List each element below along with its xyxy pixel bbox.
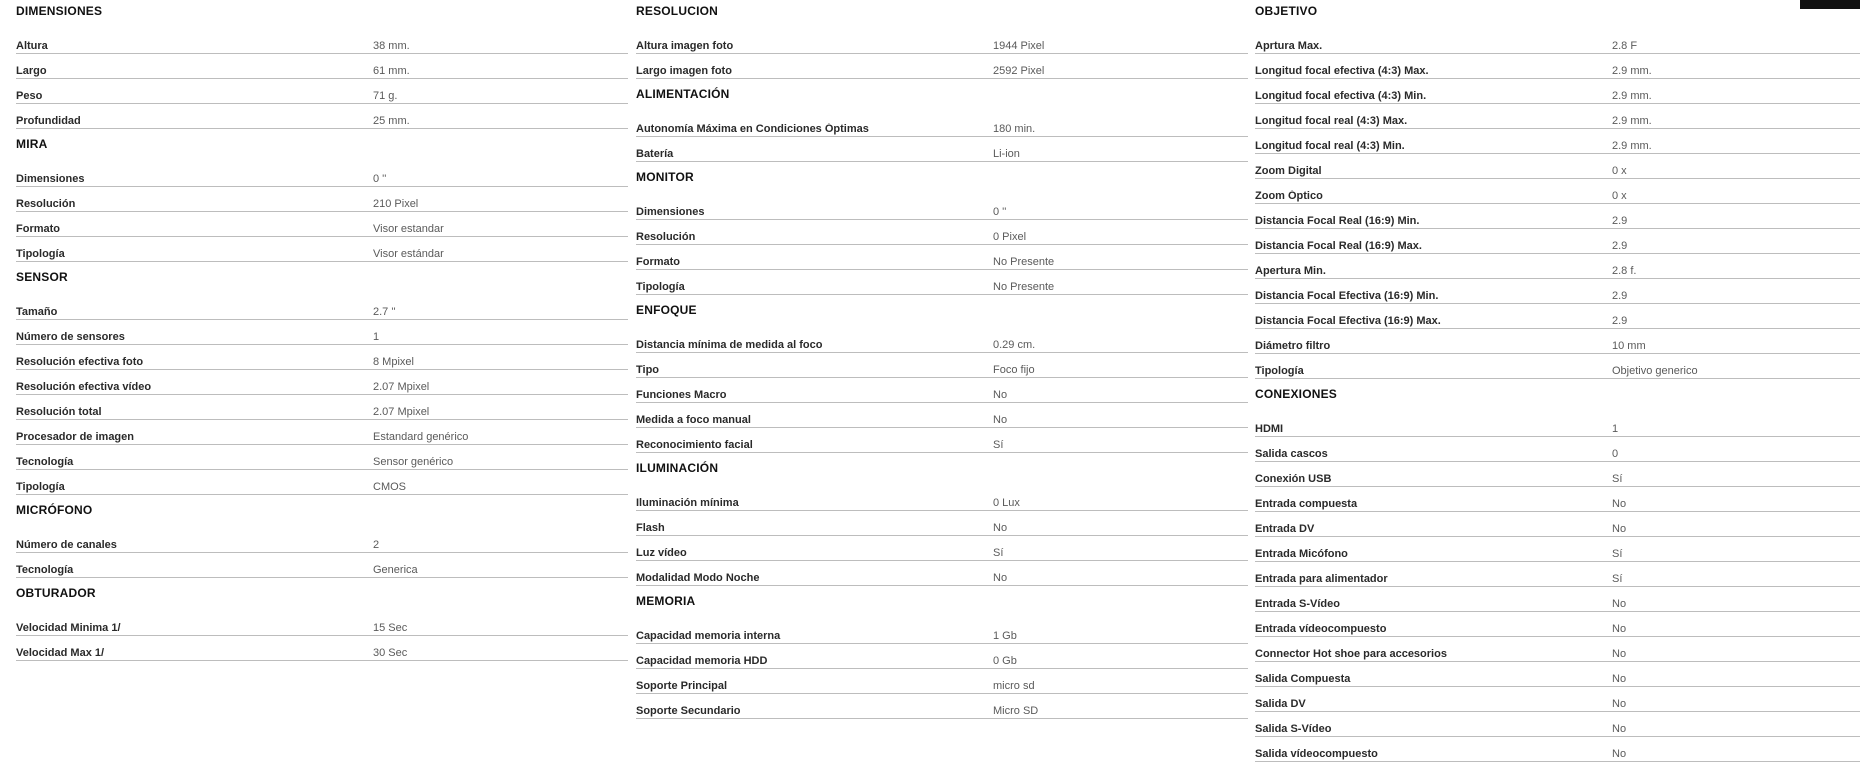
spec-row	[636, 644, 1248, 669]
spec-value: No	[1612, 523, 1627, 535]
spec-label: Iluminación mínima	[636, 497, 739, 509]
spec-section	[636, 170, 1248, 295]
spec-value: 2.9	[1612, 290, 1628, 302]
spec-value: 0 x	[1612, 165, 1627, 177]
spec-label: Tecnología	[16, 456, 74, 468]
spec-label: Número de sensores	[16, 331, 125, 343]
spec-value: No	[1612, 598, 1627, 610]
spec-value: 2.9 mm.	[1612, 65, 1652, 77]
spec-value: 71 g.	[373, 90, 398, 102]
spec-value: No	[1612, 623, 1627, 635]
spec-value: No	[993, 572, 1008, 584]
spec-label: Tipología	[16, 248, 65, 260]
spec-value: Visor estandar	[373, 223, 444, 235]
spec-value: Sí	[1612, 548, 1623, 560]
spec-label: Longitud focal efectiva (4:3) Max.	[1255, 65, 1429, 77]
spec-row	[636, 328, 1248, 353]
section-title: ILUMINACIÓN	[636, 461, 719, 475]
spec-value: 0 Lux	[993, 497, 1020, 509]
spec-label: Flash	[636, 522, 665, 534]
spec-label: Distancia Focal Real (16:9) Max.	[1255, 240, 1422, 252]
spec-value: 8 Mpixel	[373, 356, 414, 368]
spec-section	[636, 303, 1248, 453]
spec-value: Sí	[993, 547, 1004, 559]
spec-value: No	[1612, 698, 1627, 710]
spec-label: Velocidad Max 1/	[16, 647, 105, 659]
spec-label: Profundidad	[16, 115, 81, 127]
spec-label: Tipo	[636, 364, 660, 376]
spec-value: 15 Sec	[373, 622, 408, 634]
spec-value: 0 Pixel	[993, 231, 1027, 243]
spec-label: Longitud focal real (4:3) Min.	[1255, 140, 1405, 152]
spec-row	[16, 320, 628, 345]
section-title: OBTURADOR	[16, 586, 96, 600]
spec-value: Micro SD	[993, 705, 1039, 717]
spec-label: Resolución efectiva foto	[16, 356, 144, 368]
spec-row	[1255, 104, 1860, 129]
spec-value: No	[1612, 498, 1627, 510]
spec-row	[1255, 229, 1860, 254]
spec-row	[16, 420, 628, 445]
spec-label: Salida vídeocompuesto	[1255, 748, 1378, 760]
spec-label: Entrada vídeocompuesto	[1255, 623, 1387, 635]
spec-value: 2.8 F	[1612, 40, 1638, 52]
spec-label: Distancia mínima de medida al foco	[636, 339, 823, 351]
spec-value: 10 mm	[1612, 340, 1646, 352]
spec-section	[16, 270, 628, 495]
spec-value: No	[993, 389, 1008, 401]
spec-row	[636, 270, 1248, 295]
spec-section	[16, 137, 628, 262]
spec-section	[636, 87, 1248, 162]
spec-label: Zoom Digital	[1255, 165, 1322, 177]
spec-row	[636, 220, 1248, 245]
spec-row	[636, 694, 1248, 719]
spec-value: 1	[1612, 423, 1619, 435]
spec-row	[1255, 279, 1860, 304]
spec-label: Distancia Focal Efectiva (16:9) Min.	[1255, 290, 1439, 302]
spec-label: Modalidad Modo Noche	[636, 572, 760, 584]
spec-label: Salida Compuesta	[1255, 673, 1351, 685]
spec-value: 2	[373, 539, 380, 551]
spec-row	[16, 237, 628, 262]
spec-value: 1944 Pixel	[993, 40, 1045, 52]
spec-label: Medida a foco manual	[636, 414, 751, 426]
spec-label: Salida S-Vídeo	[1255, 723, 1332, 735]
spec-value: 2.9	[1612, 240, 1628, 252]
spec-row	[636, 137, 1248, 162]
spec-row	[16, 636, 628, 661]
spec-row	[636, 428, 1248, 453]
spec-row	[1255, 254, 1860, 279]
spec-value: No Presente	[993, 281, 1055, 293]
spec-value: 30 Sec	[373, 647, 408, 659]
spec-value: No Presente	[993, 256, 1055, 268]
spec-value: Foco fijo	[993, 364, 1035, 376]
spec-value: No	[1612, 748, 1627, 760]
spec-value: CMOS	[373, 481, 406, 493]
spec-label: Zoom Óptico	[1255, 190, 1323, 202]
spec-row	[1255, 354, 1860, 379]
spec-row	[636, 511, 1248, 536]
spec-value: No	[1612, 723, 1627, 735]
spec-row	[1255, 687, 1860, 712]
spec-value: 210 Pixel	[373, 198, 419, 210]
spec-row	[636, 29, 1248, 54]
spec-value: 2.9 mm.	[1612, 115, 1652, 127]
spec-row	[636, 486, 1248, 511]
spec-label: Velocidad Minima 1/	[16, 622, 121, 634]
section-title: CONEXIONES	[1255, 387, 1338, 401]
spec-value: 0 ''	[993, 206, 1007, 218]
spec-value: 0 x	[1612, 190, 1627, 202]
spec-row	[1255, 129, 1860, 154]
spec-label: Reconocimiento facial	[636, 439, 753, 451]
spec-label: Tipología	[1255, 365, 1304, 377]
spec-row	[1255, 612, 1860, 637]
spec-row	[636, 619, 1248, 644]
spec-value: Li-ion	[993, 148, 1020, 160]
spec-row	[16, 470, 628, 495]
spec-value: 2.07 Mpixel	[373, 381, 430, 393]
spec-label: Longitud focal real (4:3) Max.	[1255, 115, 1408, 127]
spec-value: Sí	[1612, 573, 1623, 585]
spec-row	[16, 295, 628, 320]
spec-label: Formato	[636, 256, 680, 268]
spec-row	[1255, 304, 1860, 329]
spec-label: Entrada S-Vídeo	[1255, 598, 1340, 610]
spec-value: 2.9	[1612, 215, 1628, 227]
spec-row	[1255, 437, 1860, 462]
spec-row	[16, 395, 628, 420]
spec-row	[636, 561, 1248, 586]
section-title: OBJETIVO	[1255, 4, 1318, 18]
spec-section	[16, 4, 628, 129]
spec-row	[1255, 412, 1860, 437]
spec-column-left	[16, 0, 628, 661]
spec-label: Resolución	[16, 198, 76, 210]
spec-row	[636, 403, 1248, 428]
spec-row	[1255, 562, 1860, 587]
spec-row	[16, 54, 628, 79]
spec-row	[636, 54, 1248, 79]
spec-value: 2.7 ''	[373, 306, 396, 318]
spec-label: Tamaño	[16, 306, 58, 318]
spec-label: Batería	[636, 148, 674, 160]
spec-row	[16, 611, 628, 636]
spec-label: Conexión USB	[1255, 473, 1332, 485]
spec-value: 2.07 Mpixel	[373, 406, 430, 418]
spec-value: Sí	[993, 439, 1004, 451]
spec-label: Capacidad memoria HDD	[636, 655, 768, 667]
spec-label: Soporte Secundario	[636, 705, 741, 717]
spec-section	[16, 586, 628, 661]
section-title: ENFOQUE	[636, 303, 697, 317]
spec-row	[1255, 512, 1860, 537]
spec-value: 180 min.	[993, 123, 1036, 135]
spec-section	[636, 594, 1248, 719]
spec-row	[16, 79, 628, 104]
spec-section	[636, 4, 1248, 79]
spec-label: Dimensiones	[16, 173, 85, 185]
section-title: SENSOR	[16, 270, 68, 284]
spec-section	[1255, 4, 1860, 379]
spec-value: 1 Gb	[993, 630, 1017, 642]
spec-row	[16, 445, 628, 470]
spec-label: Resolución efectiva vídeo	[16, 381, 152, 393]
spec-label: Distancia Focal Real (16:9) Min.	[1255, 215, 1420, 227]
spec-row	[16, 162, 628, 187]
section-title: RESOLUCION	[636, 4, 719, 18]
spec-label: Número de canales	[16, 539, 117, 551]
section-title: MIRA	[16, 137, 48, 151]
spec-row	[16, 212, 628, 237]
spec-label: Autonomía Máxima en Condiciones Óptimas	[636, 123, 869, 135]
spec-label: Apertura Min.	[1255, 265, 1326, 277]
spec-label: Luz vídeo	[636, 547, 687, 559]
spec-row	[1255, 329, 1860, 354]
spec-label: Dimensiones	[636, 206, 705, 218]
spec-row	[636, 378, 1248, 403]
spec-value: Sí	[1612, 473, 1623, 485]
spec-row	[16, 553, 628, 578]
spec-row	[16, 187, 628, 212]
spec-value: 0.29 cm.	[993, 339, 1036, 351]
spec-label: Capacidad memoria interna	[636, 630, 781, 642]
spec-label: Procesador de imagen	[16, 431, 134, 443]
spec-row	[1255, 154, 1860, 179]
section-title: MONITOR	[636, 170, 694, 184]
spec-value: micro sd	[993, 680, 1035, 692]
spec-row	[16, 345, 628, 370]
spec-label: Resolución	[636, 231, 696, 243]
spec-label: Distancia Focal Efectiva (16:9) Max.	[1255, 315, 1441, 327]
spec-section	[16, 503, 628, 578]
spec-label: Funciones Macro	[636, 389, 727, 401]
spec-column-middle	[636, 0, 1248, 719]
spec-row	[636, 245, 1248, 270]
spec-label: Soporte Principal	[636, 680, 728, 692]
section-title: MEMORIA	[636, 594, 696, 608]
spec-value: 61 mm.	[373, 65, 410, 77]
spec-label: Altura imagen foto	[636, 40, 734, 52]
spec-label: Peso	[16, 90, 43, 102]
spec-row	[1255, 54, 1860, 79]
spec-label: Largo imagen foto	[636, 65, 732, 77]
spec-label: Largo	[16, 65, 47, 77]
spec-label: Diámetro filtro	[1255, 340, 1331, 352]
spec-row	[1255, 537, 1860, 562]
spec-value: 25 mm.	[373, 115, 410, 127]
spec-value: 0 Gb	[993, 655, 1017, 667]
spec-row	[1255, 737, 1860, 762]
spec-value: 38 mm.	[373, 40, 410, 52]
spec-value: 1	[373, 331, 380, 343]
spec-row	[1255, 179, 1860, 204]
section-title: ALIMENTACIÓN	[636, 87, 730, 101]
spec-value: Estandard genérico	[373, 431, 469, 443]
spec-value: No	[1612, 673, 1627, 685]
spec-label: Resolución total	[16, 406, 102, 418]
spec-value: 2.9 mm.	[1612, 90, 1652, 102]
spec-value: Generica	[373, 564, 418, 576]
spec-row	[1255, 712, 1860, 737]
section-title: MICRÓFONO	[16, 503, 93, 517]
spec-row	[1255, 587, 1860, 612]
spec-row	[1255, 462, 1860, 487]
spec-value: No	[1612, 648, 1627, 660]
spec-row	[1255, 637, 1860, 662]
spec-label: Tipología	[16, 481, 65, 493]
spec-section	[636, 461, 1248, 586]
spec-label: HDMI	[1255, 423, 1284, 435]
spec-value: Visor estándar	[373, 248, 444, 260]
spec-label: Altura	[16, 40, 48, 52]
spec-value: Sensor genérico	[373, 456, 454, 468]
spec-row	[16, 104, 628, 129]
spec-row	[16, 528, 628, 553]
spec-label: Salida DV	[1255, 698, 1306, 710]
spec-column-right	[1255, 0, 1860, 762]
spec-row	[636, 669, 1248, 694]
spec-value: 0	[1612, 448, 1619, 460]
spec-label: Salida cascos	[1255, 448, 1328, 460]
spec-row	[16, 370, 628, 395]
spec-section	[1255, 387, 1860, 762]
spec-value: 2.9 mm.	[1612, 140, 1652, 152]
spec-value: Objetivo generico	[1612, 365, 1698, 377]
spec-label: Entrada compuesta	[1255, 498, 1358, 510]
spec-row	[636, 353, 1248, 378]
spec-row	[1255, 662, 1860, 687]
spec-row	[1255, 204, 1860, 229]
spec-row	[1255, 29, 1860, 54]
spec-label: Tipología	[636, 281, 685, 293]
spec-label: Connector Hot shoe para accesorios	[1255, 648, 1447, 660]
spec-label: Aprtura Max.	[1255, 40, 1323, 52]
spec-row	[1255, 79, 1860, 104]
spec-value: 2592 Pixel	[993, 65, 1045, 77]
spec-row	[636, 112, 1248, 137]
section-title: DIMENSIONES	[16, 4, 103, 18]
spec-value: 2.9	[1612, 315, 1628, 327]
spec-label: Entrada Micófono	[1255, 548, 1348, 560]
spec-label: Longitud focal efectiva (4:3) Min.	[1255, 90, 1427, 102]
spec-value: No	[993, 522, 1008, 534]
spec-row	[16, 29, 628, 54]
spec-row	[636, 195, 1248, 220]
spec-row	[1255, 487, 1860, 512]
spec-value: No	[993, 414, 1008, 426]
spec-label: Entrada DV	[1255, 523, 1315, 535]
spec-value: 2.8 f.	[1612, 265, 1637, 277]
spec-label: Entrada para alimentador	[1255, 573, 1388, 585]
spec-label: Formato	[16, 223, 60, 235]
spec-label: Tecnología	[16, 564, 74, 576]
spec-value: 0 ''	[373, 173, 387, 185]
spec-row	[636, 536, 1248, 561]
